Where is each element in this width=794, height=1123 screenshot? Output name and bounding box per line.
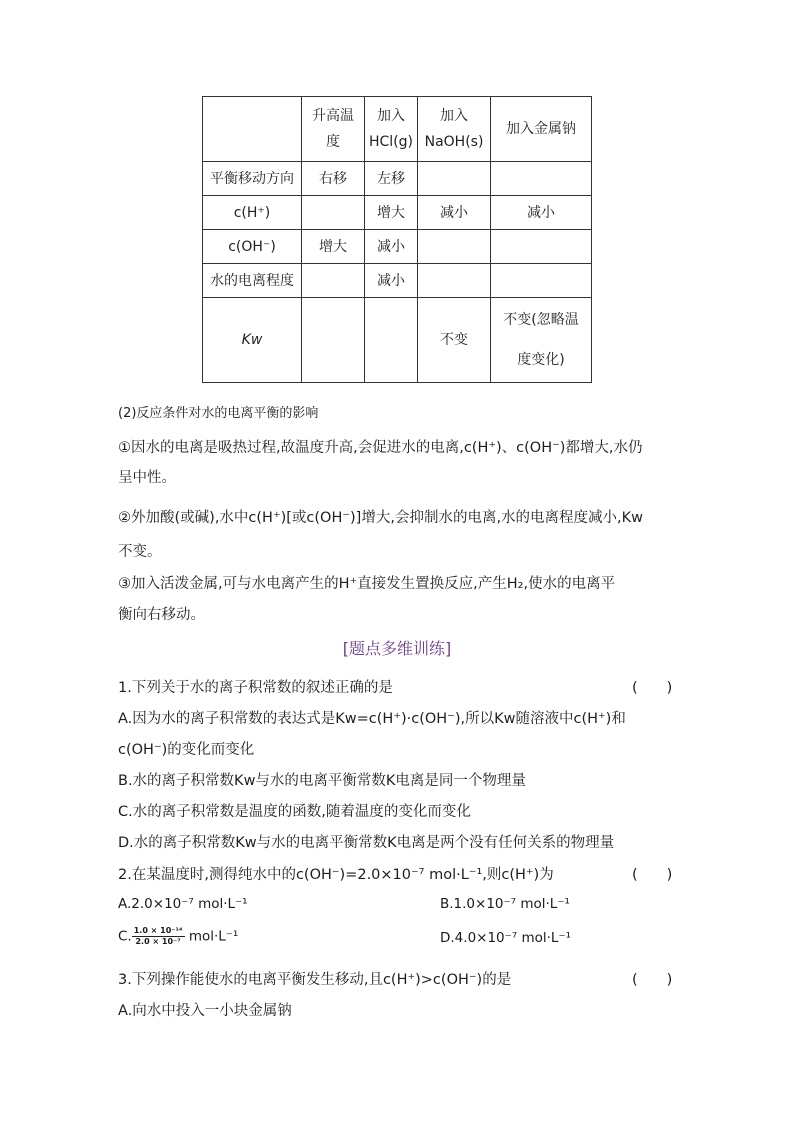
option-b: B.水的离子积常数Kw与水的电离平衡常数K电离是同一个物理量 [118, 773, 526, 789]
table-cell [491, 264, 592, 298]
fraction [132, 926, 185, 947]
section-heading: (2)反应条件对水的电离平衡的影响 [118, 406, 319, 421]
question-stem: 3.下列操作能使水的电离平衡发生移动,且c(H⁺)>c(OH⁻)的是 [118, 972, 512, 988]
table-cell [302, 264, 365, 298]
table-row [203, 298, 592, 383]
option-b: B.1.0×10⁻⁷ mol·L⁻¹ [440, 896, 570, 912]
option-a: A.因为水的离子积常数的表达式是Kw=c(H⁺)·c(OH⁻),所以Kw随溶液中c(H⁺)和 [118, 711, 626, 727]
paragraph-line: 衡向右移动。 [118, 607, 205, 623]
table-header-cell: 加入金属钠 [491, 97, 592, 162]
table-header-cell: 加入HCl(g) [365, 97, 418, 162]
table-cell: 不变 [418, 298, 491, 383]
table-cell [418, 162, 491, 196]
table-cell: 减小 [418, 196, 491, 230]
answer-blank: ( ) [632, 867, 673, 883]
table-cell [491, 230, 592, 264]
table-row-label: 平衡移动方向 [203, 162, 302, 196]
paragraph-line: ②外加酸(或碱),水中c(H⁺)[或c(OH⁻)]增大,会抑制水的电离,水的电离程度减小,Kw [118, 510, 644, 526]
option-a: A.2.0×10⁻⁷ mol·L⁻¹ [118, 896, 248, 912]
table-cell [365, 298, 418, 383]
table-header-cell: 升高温度 [302, 97, 365, 162]
table-row [203, 230, 592, 264]
table-cell: 左移 [365, 162, 418, 196]
table-cell: 增大 [302, 230, 365, 264]
question-stem: 1.下列关于水的离子积常数的叙述正确的是 [118, 680, 393, 696]
table-header-row [203, 97, 592, 162]
paragraph-line: 不变。 [118, 544, 162, 560]
table-row-label: c(H⁺) [203, 196, 302, 230]
table-cell [302, 196, 365, 230]
table-cell [302, 298, 365, 383]
question-stem: 2.在某温度时,测得纯水中的c(OH⁻)=2.0×10⁻⁷ mol·L⁻¹,则c(H⁺)为 [118, 867, 554, 883]
option-c [118, 926, 238, 947]
table-cell: 不变(忽略温度变化) [491, 298, 592, 383]
table-cell: 右移 [302, 162, 365, 196]
table-cell [491, 162, 592, 196]
fraction-numerator: 1.0 × 10⁻¹⁴ [133, 926, 183, 935]
table-cell: 减小 [491, 196, 592, 230]
option-d: D.4.0×10⁻⁷ mol·L⁻¹ [440, 930, 571, 946]
table-row-label: Kw [203, 298, 302, 383]
table-cell [203, 97, 302, 162]
table-row-label: c(OH⁻) [203, 230, 302, 264]
table-cell: 减小 [365, 230, 418, 264]
table-row [203, 162, 592, 196]
effect-table [202, 96, 592, 383]
option-d: D.水的离子积常数Kw与水的电离平衡常数K电离是两个没有任何关系的物理量 [118, 835, 615, 851]
table-row [203, 196, 592, 230]
table-header-cell: 加入NaOH(s) [418, 97, 491, 162]
option-c-unit: mol·L⁻¹ [184, 928, 239, 945]
table-row [203, 264, 592, 298]
paragraph-line: ③加入活泼金属,可与水电离产生的H⁺直接发生置换反应,产生H₂,使水的电离平 [118, 576, 616, 592]
table-cell [418, 230, 491, 264]
paragraph-line: 呈中性。 [118, 470, 176, 486]
option-c-label: C. [118, 928, 132, 945]
option-c: C.水的离子积常数是温度的函数,随着温度的变化而变化 [118, 804, 471, 820]
practice-title: [题点多维训练] [342, 639, 452, 658]
answer-blank: ( ) [632, 680, 673, 696]
answer-blank: ( ) [632, 972, 673, 988]
table-cell: 增大 [365, 196, 418, 230]
table-cell [418, 264, 491, 298]
table-cell: 减小 [365, 264, 418, 298]
table-row-label: 水的电离程度 [203, 264, 302, 298]
option-a-cont: c(OH⁻)的变化而变化 [118, 742, 255, 758]
fraction-denominator: 2.0 × 10⁻⁷ [135, 937, 181, 946]
option-a: A.向水中投入一小块金属钠 [118, 1003, 292, 1019]
paragraph-line: ①因水的电离是吸热过程,故温度升高,会促进水的电离,c(H⁺)、c(OH⁻)都增大,水仍 [118, 440, 643, 456]
